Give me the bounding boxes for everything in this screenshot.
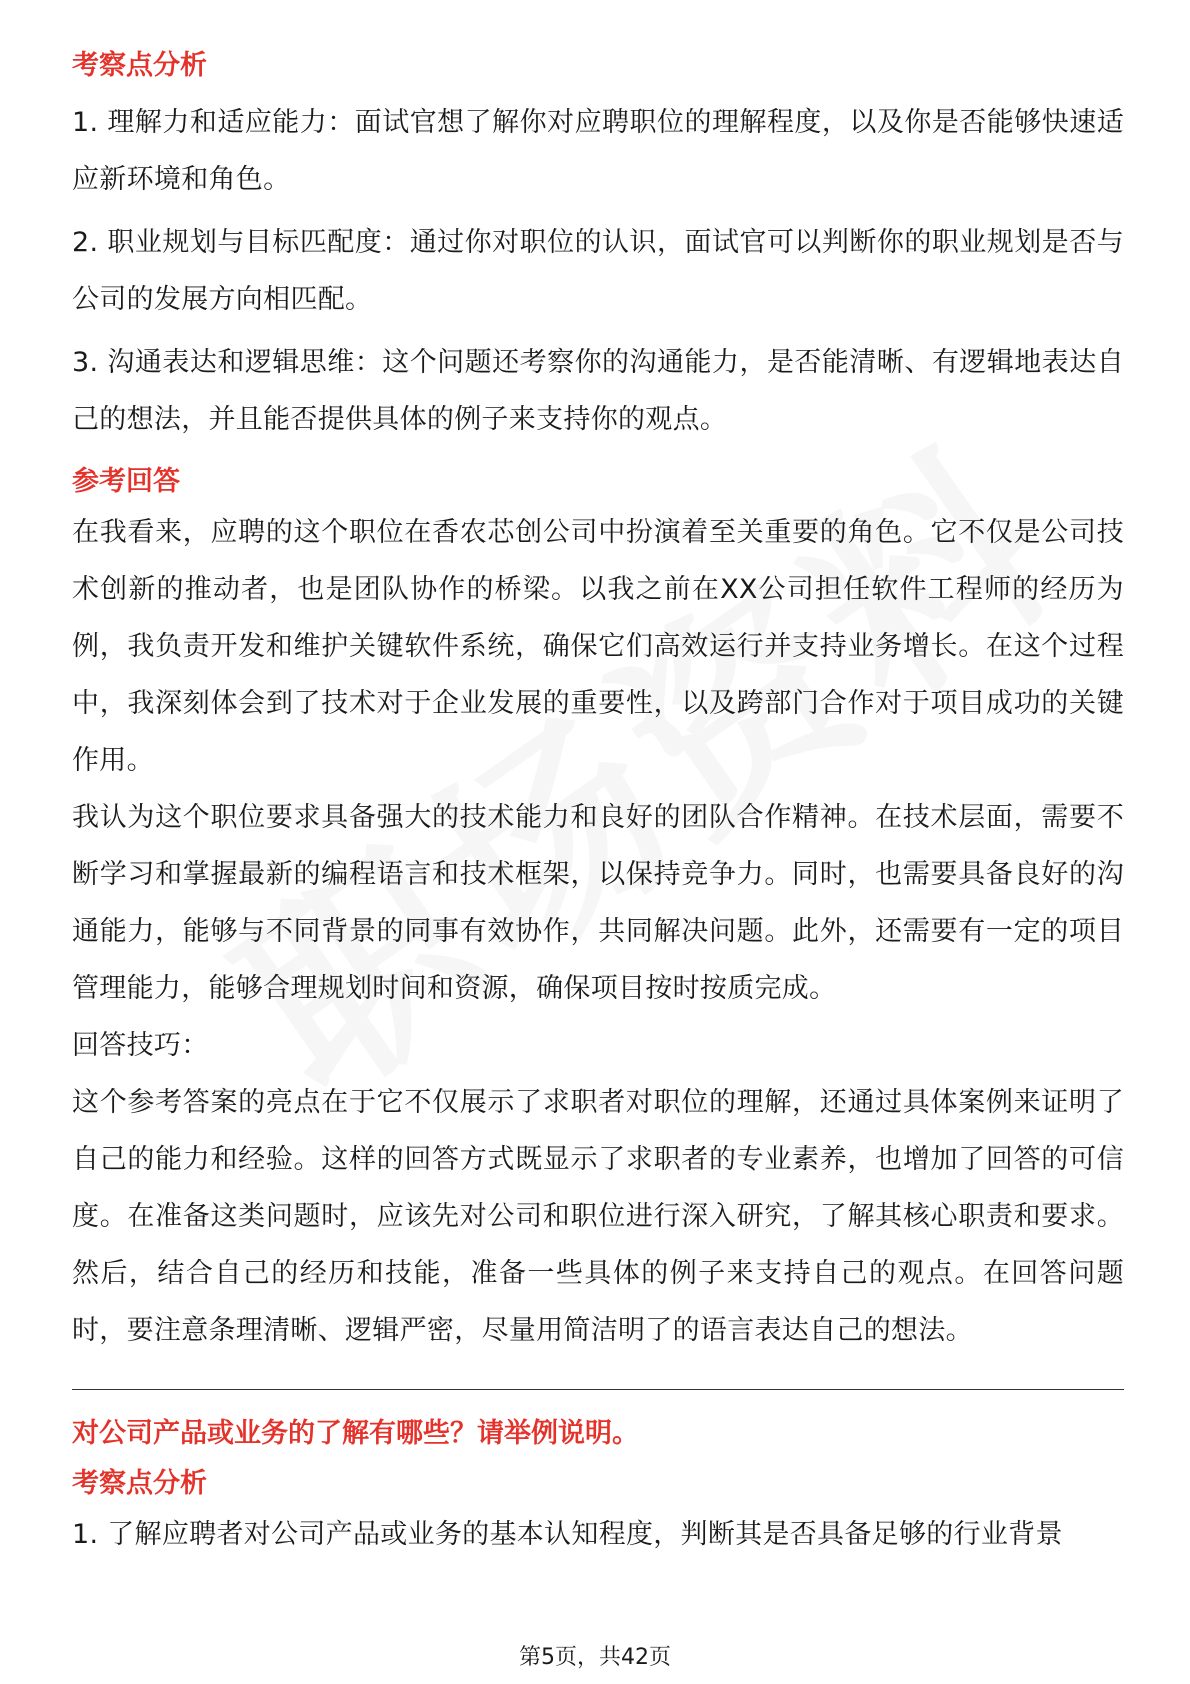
analysis-heading: 考察点分析 [72, 1468, 207, 1499]
answer-paragraph: 在我看来，应聘的这个职位在香农芯创公司中扮演着至关重要的角色。它不仅是公司技术创新的推动者，也是团队协作的桥梁。以我之前在XX公司担任软件工程师的经历为例，我负责开发和维护关键软件系统，确保它们高效运行并支持业务增长。在这个过程中，我深刻体会到了技术对于企业发展的重要性，以及跨部门合作对于项目成功的关键作用。 [72, 517, 1124, 776]
analysis-item: 3. 沟通表达和逻辑思维：这个问题还考察你的沟通能力，是否能清晰、有逻辑地表达自己的想法，并且能否提供具体的例子来支持你的观点。 [72, 347, 1124, 435]
tips-paragraph: 这个参考答案的亮点在于它不仅展示了求职者对职位的理解，还通过具体案例来证明了自己的能力和经验。这样的回答方式既显示了求职者的专业素养，也增加了回答的可信度。在准备这类问题时，应该先对公司和职位进行深入研究，了解其核心职责和要求。然后，结合自己的经历和技能，准备一些具体的例子来支持自己的观点。在回答问题时，要注意条理清晰、逻辑严密，尽量用简洁明了的语言表达自己的想法。 [72, 1087, 1124, 1346]
analysis-item: 2. 职业规划与目标匹配度：通过你对职位的认识，面试官可以判断你的职业规划是否与公司的发展方向相匹配。 [72, 227, 1124, 315]
question-title: 对公司产品或业务的了解有哪些？请举例说明。 [72, 1418, 639, 1449]
reference-answer-heading: 参考回答 [72, 466, 180, 497]
section-divider [72, 1389, 1124, 1390]
analysis-heading: 考察点分析 [72, 50, 207, 81]
answer-paragraph: 我认为这个职位要求具备强大的技术能力和良好的团队合作精神。在技术层面，需要不断学习和掌握最新的编程语言和技术框架，以保持竞争力。同时，也需要具备良好的沟通能力，能够与不同背景的同事有效协作，共同解决问题。此外，还需要有一定的项目管理能力，能够合理规划时间和资源，确保项目按时按质完成。 [72, 802, 1124, 1004]
document-page [72, 44, 1124, 1563]
analysis-item: 1. 理解力和适应能力：面试官想了解你对应聘职位的理解程度，以及你是否能够快速适应新环境和角色。 [72, 107, 1124, 195]
analysis-item: 1. 了解应聘者对公司产品或业务的基本认知程度，判断其是否具备足够的行业背景 [72, 1519, 1063, 1550]
page-number: 第5页，共42页 [519, 1645, 671, 1670]
tips-label: 回答技巧： [72, 1030, 209, 1061]
